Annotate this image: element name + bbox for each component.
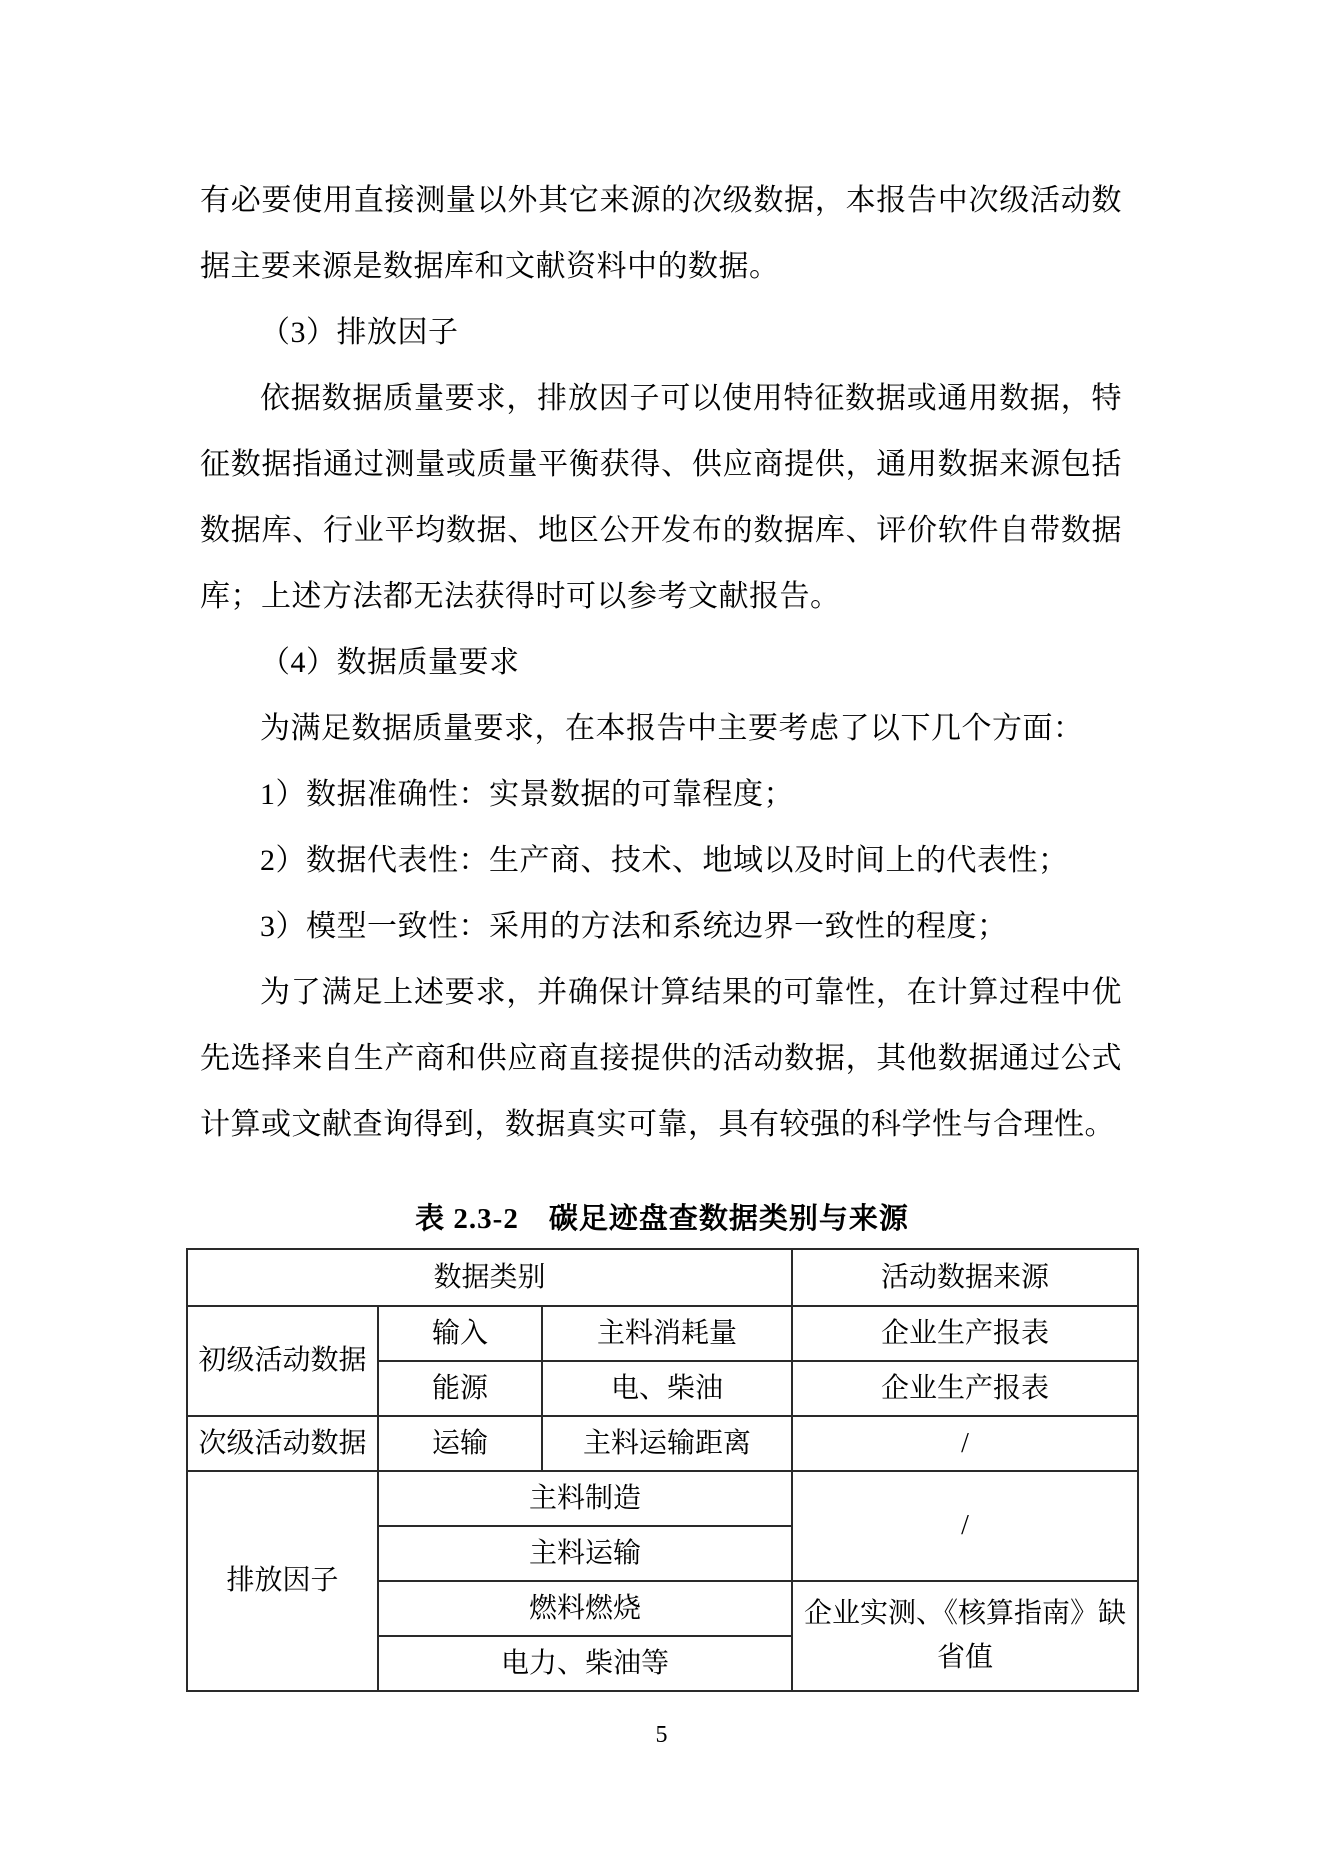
body-line-list-item-2: 2）数据代表性：生产商、技术、地域以及时间上的代表性； — [260, 844, 1069, 877]
body-line: 有必要使用直接测量以外其它来源的次级数据，本报告中次级活动数 — [200, 184, 1122, 217]
header-cell-source: 活动数据来源 — [792, 1249, 1138, 1306]
body-line: 据主要来源是数据库和文献资料中的数据。 — [200, 250, 780, 283]
table-row — [187, 1416, 1138, 1471]
cell-ef-fuel-power-source: 企业实测、《核算指南》缺省值 — [792, 1581, 1138, 1691]
body-line-heading-4: （4）数据质量要求 — [260, 646, 520, 679]
cell-energy-source: 企业生产报表 — [792, 1361, 1138, 1416]
body-line-list-item-3: 3）模型一致性：采用的方法和系统边界一致性的程度； — [260, 910, 1008, 943]
cell-secondary-activity: 次级活动数据 — [187, 1416, 378, 1471]
cell-transport: 运输 — [378, 1416, 542, 1471]
cell-ef-fuel-combustion: 燃料燃烧 — [378, 1581, 792, 1636]
table-header-row — [187, 1249, 1138, 1306]
data-source-table — [186, 1248, 1139, 1692]
body-line: 为满足数据质量要求，在本报告中主要考虑了以下几个方面： — [260, 712, 1084, 745]
body-line: 先选择来自生产商和供应商直接提供的活动数据，其他数据通过公式 — [200, 1042, 1122, 1075]
table-row — [187, 1471, 1138, 1526]
header-cell-category: 数据类别 — [187, 1249, 792, 1306]
body-line-list-item-1: 1）数据准确性：实景数据的可靠程度； — [260, 778, 794, 811]
cell-energy-item: 电、柴油 — [542, 1361, 792, 1416]
body-line: 库；上述方法都无法获得时可以参考文献报告。 — [200, 580, 841, 613]
table-caption: 表 2.3-2 碳足迹盘查数据类别与来源 — [415, 1203, 909, 1235]
body-text-block — [200, 168, 1122, 1158]
page-number: 5 — [655, 1722, 668, 1748]
cell-transport-source: / — [792, 1416, 1138, 1471]
cell-ef-main-manufacture: 主料制造 — [378, 1471, 792, 1526]
cell-ef-power-diesel: 电力、柴油等 — [378, 1636, 792, 1691]
body-line: 数据库、行业平均数据、地区公开发布的数据库、评价软件自带数据 — [200, 514, 1122, 547]
cell-ef-manufacture-transport-source: / — [792, 1471, 1138, 1581]
cell-emission-factor: 排放因子 — [187, 1471, 378, 1691]
cell-energy: 能源 — [378, 1361, 542, 1416]
cell-transport-item: 主料运输距离 — [542, 1416, 792, 1471]
body-line: 征数据指通过测量或质量平衡获得、供应商提供，通用数据来源包括 — [200, 448, 1122, 481]
body-line: 计算或文献查询得到，数据真实可靠，具有较强的科学性与合理性。 — [200, 1108, 1115, 1141]
body-line-heading-3: （3）排放因子 — [260, 316, 459, 349]
body-line: 依据数据质量要求，排放因子可以使用特征数据或通用数据，特 — [260, 382, 1122, 415]
cell-input: 输入 — [378, 1306, 542, 1361]
cell-ef-main-transport: 主料运输 — [378, 1526, 792, 1581]
cell-primary-activity: 初级活动数据 — [187, 1306, 378, 1416]
table-row — [187, 1306, 1138, 1361]
cell-input-source: 企业生产报表 — [792, 1306, 1138, 1361]
cell-input-item: 主料消耗量 — [542, 1306, 792, 1361]
body-line: 为了满足上述要求，并确保计算结果的可靠性，在计算过程中优 — [260, 976, 1122, 1009]
